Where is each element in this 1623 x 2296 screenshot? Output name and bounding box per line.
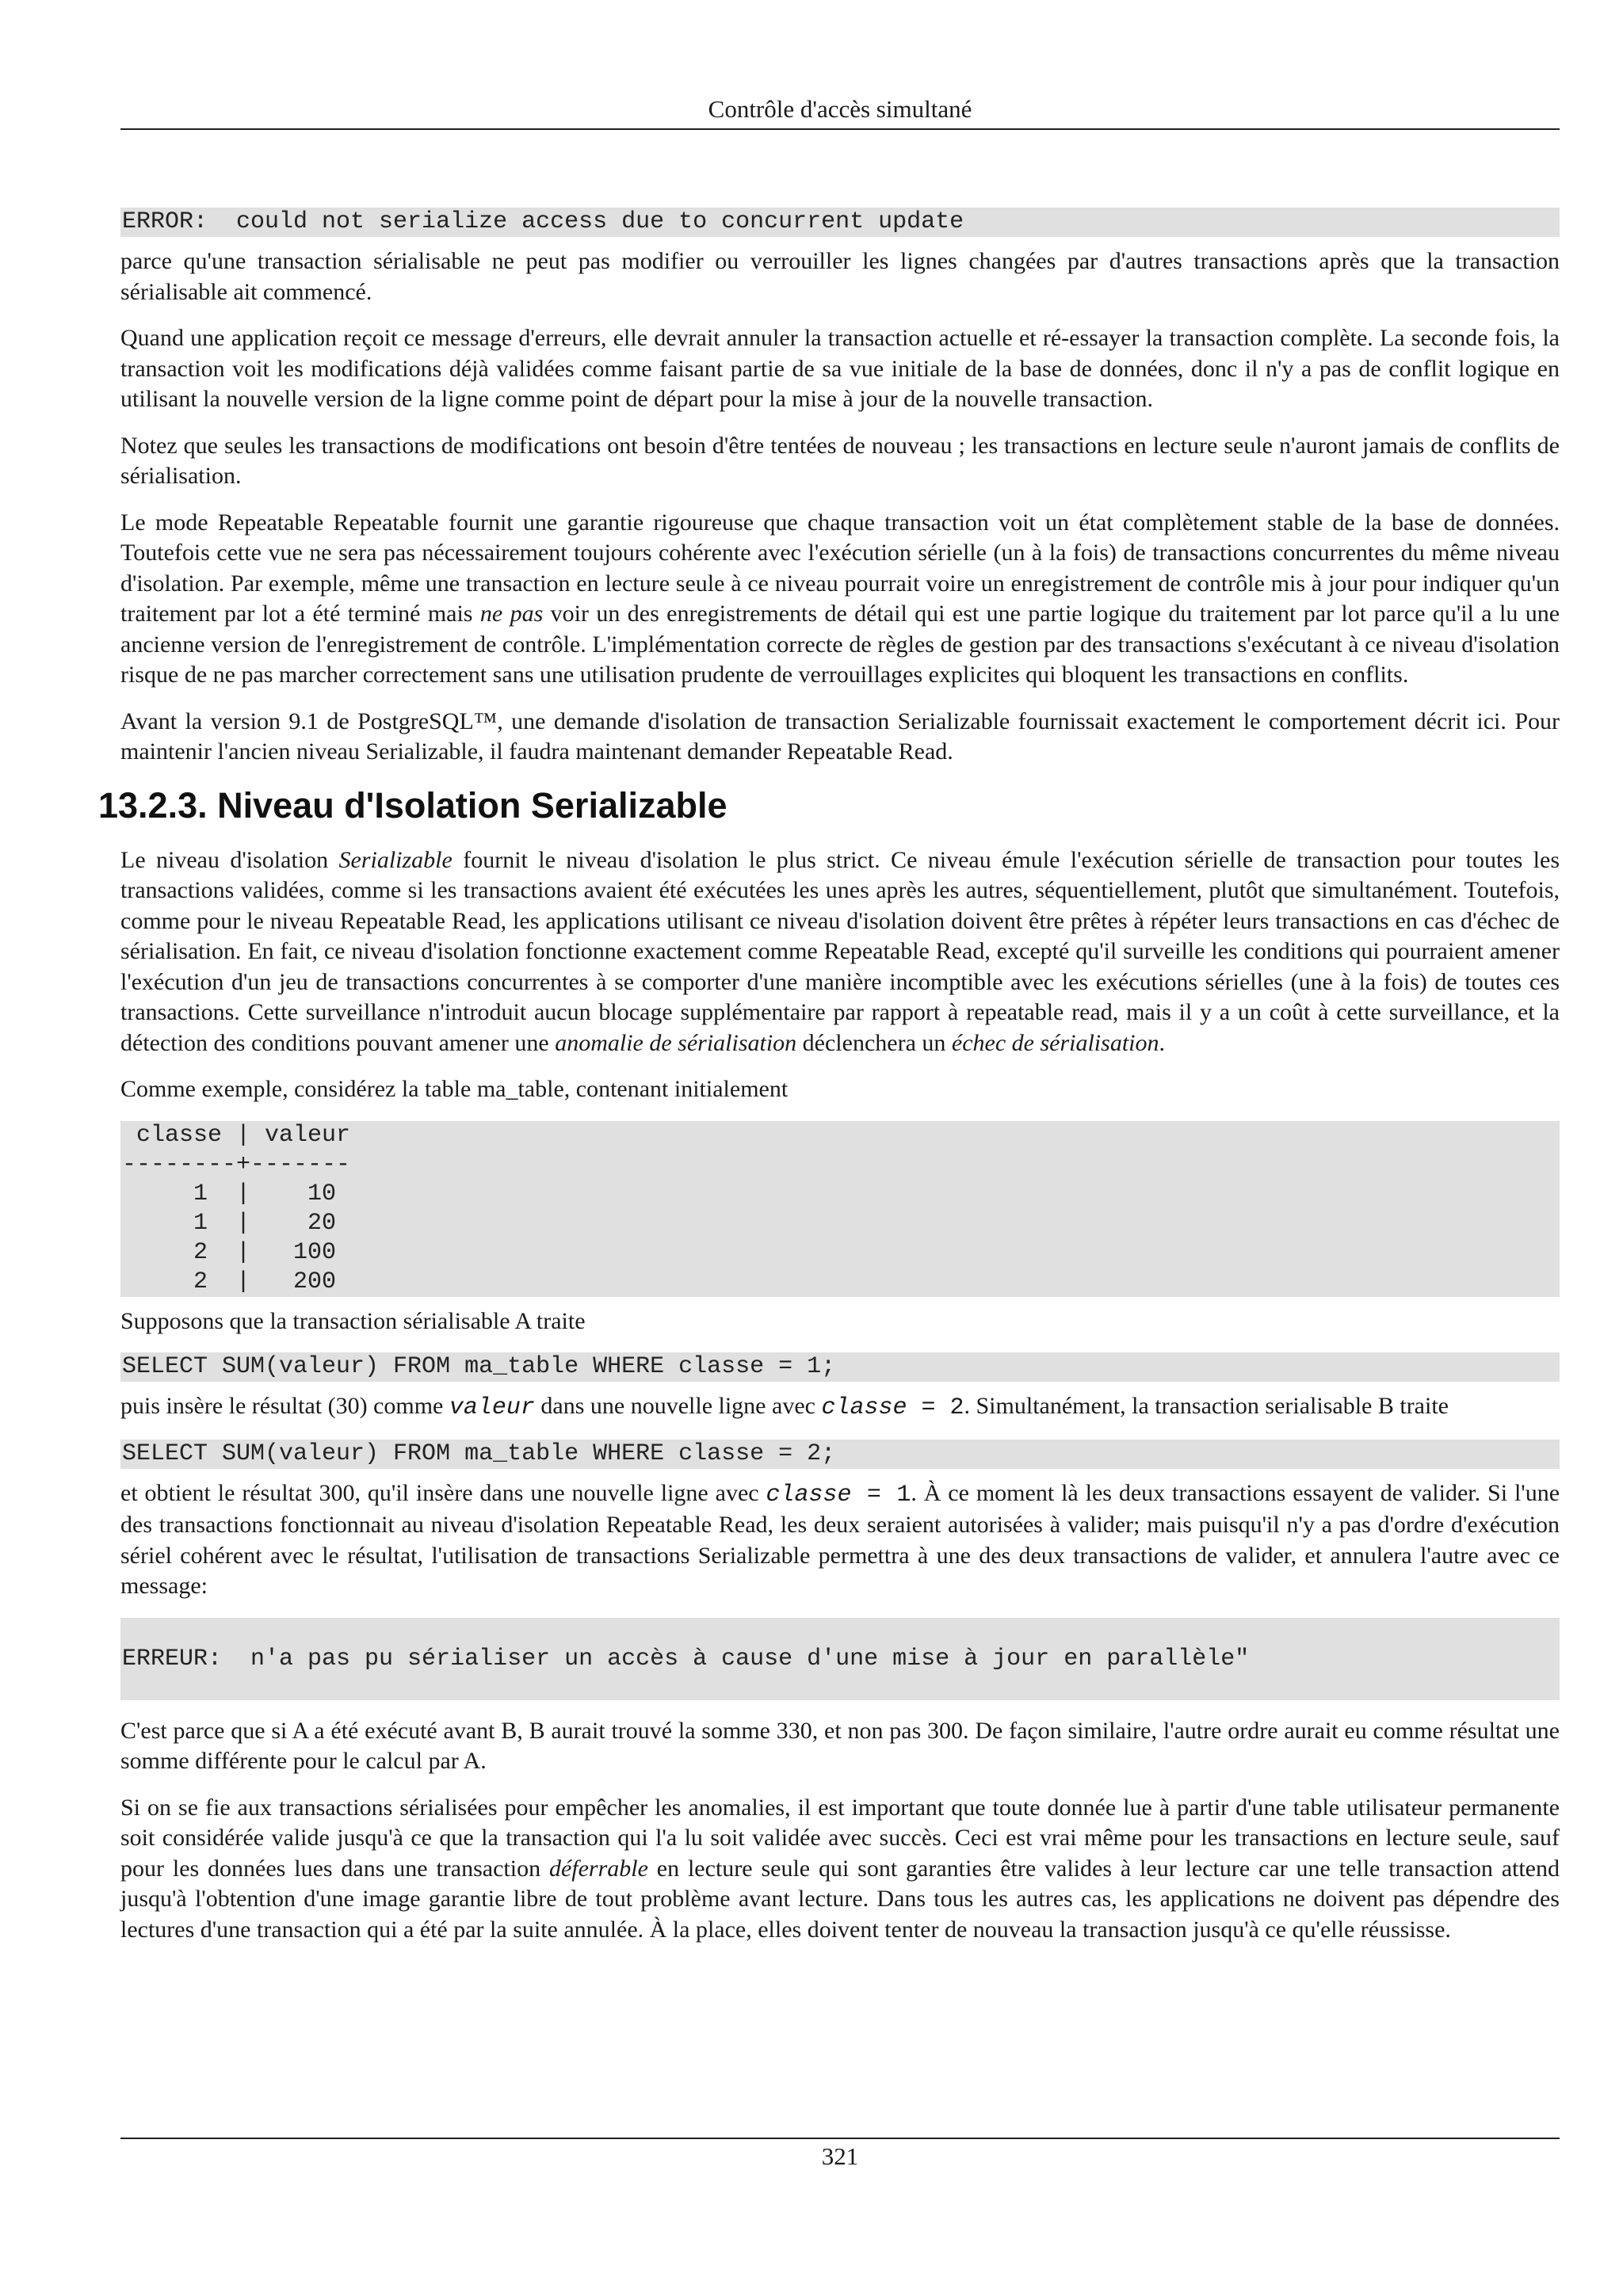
paragraph-4 [120, 508, 1560, 691]
paragraph-5: Avant la version 9.1 de PostgreSQL™, une demande d'isolation de transaction Serializable fournissait exactement le comportement décrit ici. Pour maintenir l'ancien niveau Serializable, il faudra maintenant demander Repeatable Read. [120, 707, 1560, 765]
paragraph-12 [120, 1793, 1560, 1946]
text: Le niveau d'isolation [120, 846, 339, 873]
text: fournit le niveau d'isolation le plus strict. Ce niveau émule l'exécution sérielle de transaction pour toutes les transactions validées, comme si les transactions avaient été exécutées les unes après les autres, séquentiellement, plutôt que simultanément. Toutefois, comme pour le niveau Repeatable Read, les applications utilisant ce niveau d'isolation doivent être prêtes à répéter leurs transactions en cas d'échec de sérialisation. En fait, ce niveau d'isolation fonctionne exactement comme Repeatable Read, excepté qu'il surveille les conditions qui pourraient amener l'exécution d'un jeu de transactions concurrentes à se comporter d'une manière incomptible avec les exécutions sérielles (une à la fois) de toutes ces transactions. Cette surveillance n'introduit aucun blocage supplémentaire par rapport à repeatable read, mais il y a un coût à cette surveillance, et la détection des conditions pouvant amener une [120, 846, 1560, 1056]
inline-code: classe [766, 1481, 852, 1508]
section-heading: 13.2.3. Niveau d'Isolation Serializable [98, 784, 727, 826]
code-error-serialize: ERROR: could not serialize access due to concurrent update [120, 208, 1560, 237]
footer-rule [120, 2138, 1560, 2139]
text: . Simultanément, la transaction serialisable B traite [964, 1393, 1449, 1419]
page-content [98, 208, 1560, 1961]
text: . [1159, 1029, 1165, 1056]
paragraph-8: Supposons que la transaction sérialisable A traite [120, 1307, 586, 1334]
text: voir un des enregistrements de détail qui est une partie logique du traitement par lot parce qu'il a lu une ancienne version de l'enregistrement de contrôle. L'implémentation correcte de règles de gestion par des transactions s'exécutant à ce niveau d'isolation risque de ne pas marcher correctement sans une utilisation prudente de verrouillages explicites qui bloquent les transactions en conflits. [120, 601, 1560, 688]
running-header: Contrôle d'accès simultané [708, 95, 972, 123]
inline-code: = 1 [851, 1481, 911, 1508]
header-rule [120, 128, 1560, 130]
code-error-message: ERREUR: n'a pas pu sérialiser un accès à cause d'une mise à jour en parallèle" [120, 1618, 1560, 1700]
inline-code: classe [821, 1394, 907, 1421]
code-sql-select-2: SELECT SUM(valeur) FROM ma_table WHERE classe = 2; [120, 1440, 1560, 1469]
text: puis insère le résultat (30) comme [120, 1393, 449, 1419]
text: dans une nouvelle ligne avec [534, 1393, 822, 1419]
text: en lecture seule qui sont garanties être valides à leur lecture car une telle transaction attend jusqu'à l'obtention d'une image garantie libre de tout problème avant lecture. Dans tous les autres cas, les applications ne doivent pas dépendre des lectures d'une transaction qui a été par la suite annulée. À la place, elles doivent tenter de nouveau la transaction jusqu'à ce qu'elle réussisse. [120, 1855, 1560, 1943]
paragraph-1: parce qu'une transaction sérialisable ne peut pas modifier ou verrouiller les lignes changées par d'autres transactions après que la transaction sérialisable ait commencé. [120, 248, 1560, 305]
text: . À ce moment là les deux transactions essayent de valider. Si l'une des transactions fonctionnait au niveau d'isolation Repeatable Read, les deux seraient autorisées à valider; mais puisqu'il n'y a pas d'ordre d'exécution sériel cohérent avec le résultat, l'utilisation de transactions Serializable permettra à une des deux transactions de valider, et annulera l'autre avec ce message: [120, 1479, 1560, 1599]
emphasis: anomalie de sérialisation [555, 1029, 797, 1056]
paragraph-6 [120, 845, 1560, 1059]
inline-code: = 2 [907, 1394, 964, 1421]
code-table-example: classe | valeur --------+------- 1 | 10 1 | 20 2 | 100 2 | 200 [120, 1121, 1560, 1297]
page-number: 321 [821, 2142, 859, 2170]
emphasis: échec de sérialisation [951, 1029, 1159, 1056]
paragraph-7: Comme exemple, considérez la table ma_table, contenant initialement [120, 1076, 789, 1102]
paragraph-9 [120, 1391, 1560, 1424]
inline-code: valeur [449, 1394, 535, 1421]
text: et obtient le résultat 300, qu'il insère dans une nouvelle ligne avec [120, 1479, 766, 1506]
paragraph-2: Quand une application reçoit ce message d'erreurs, elle devrait annuler la transaction actuelle et ré-essayer la transaction complète. La seconde fois, la transaction voit les modifications déjà validées comme faisant partie de sa vue initiale de la base de données, donc il n'y a pas de conflit logique en utilisant la nouvelle version de la ligne comme point de départ pour la mise à jour de la nouvelle transaction. [120, 325, 1560, 412]
emphasis: ne pas [479, 601, 544, 627]
emphasis: Serializable [338, 846, 453, 873]
text: Si on se fie aux transactions sérialisées pour empêcher les anomalies, il est important que toute donnée lue à partir d'une table utilisateur permanente soit considérée valide jusqu'à ce que la transaction qui l'a lu soit validée avec succès. Ceci est vrai même pour les transactions en lecture seule, sauf pour les données lues dans une transaction [120, 1794, 1560, 1882]
code-sql-select-1: SELECT SUM(valeur) FROM ma_table WHERE classe = 1; [120, 1352, 1560, 1382]
paragraph-10 [120, 1478, 1560, 1602]
text: Le mode Repeatable Repeatable fournit une garantie rigoureuse que chaque transaction voit un état complètement stable de la base de données. Toutefois cette vue ne sera pas nécessairement toujours cohérente avec l'exécution sérielle (un à la fois) de transactions concurrentes du même niveau d'isolation. Par exemple, même une transaction en lecture seule à ce niveau pourrait voire un enregistrement de contrôle mis à jour pour indiquer qu'un traitement par lot a été terminé mais [120, 509, 1560, 627]
text: déclenchera un [796, 1029, 952, 1056]
emphasis: déferrable [548, 1855, 648, 1882]
paragraph-3: Notez que seules les transactions de modifications ont besoin d'être tentées de nouveau ; les transactions en lecture seule n'auront jamais de conflits de sérialisation. [120, 432, 1560, 489]
paragraph-11: C'est parce que si A a été exécuté avant B, B aurait trouvé la somme 330, et non pas 300. De façon similaire, l'autre ordre aurait eu comme résultat une somme différente pour le calcul par A. [120, 1717, 1560, 1774]
